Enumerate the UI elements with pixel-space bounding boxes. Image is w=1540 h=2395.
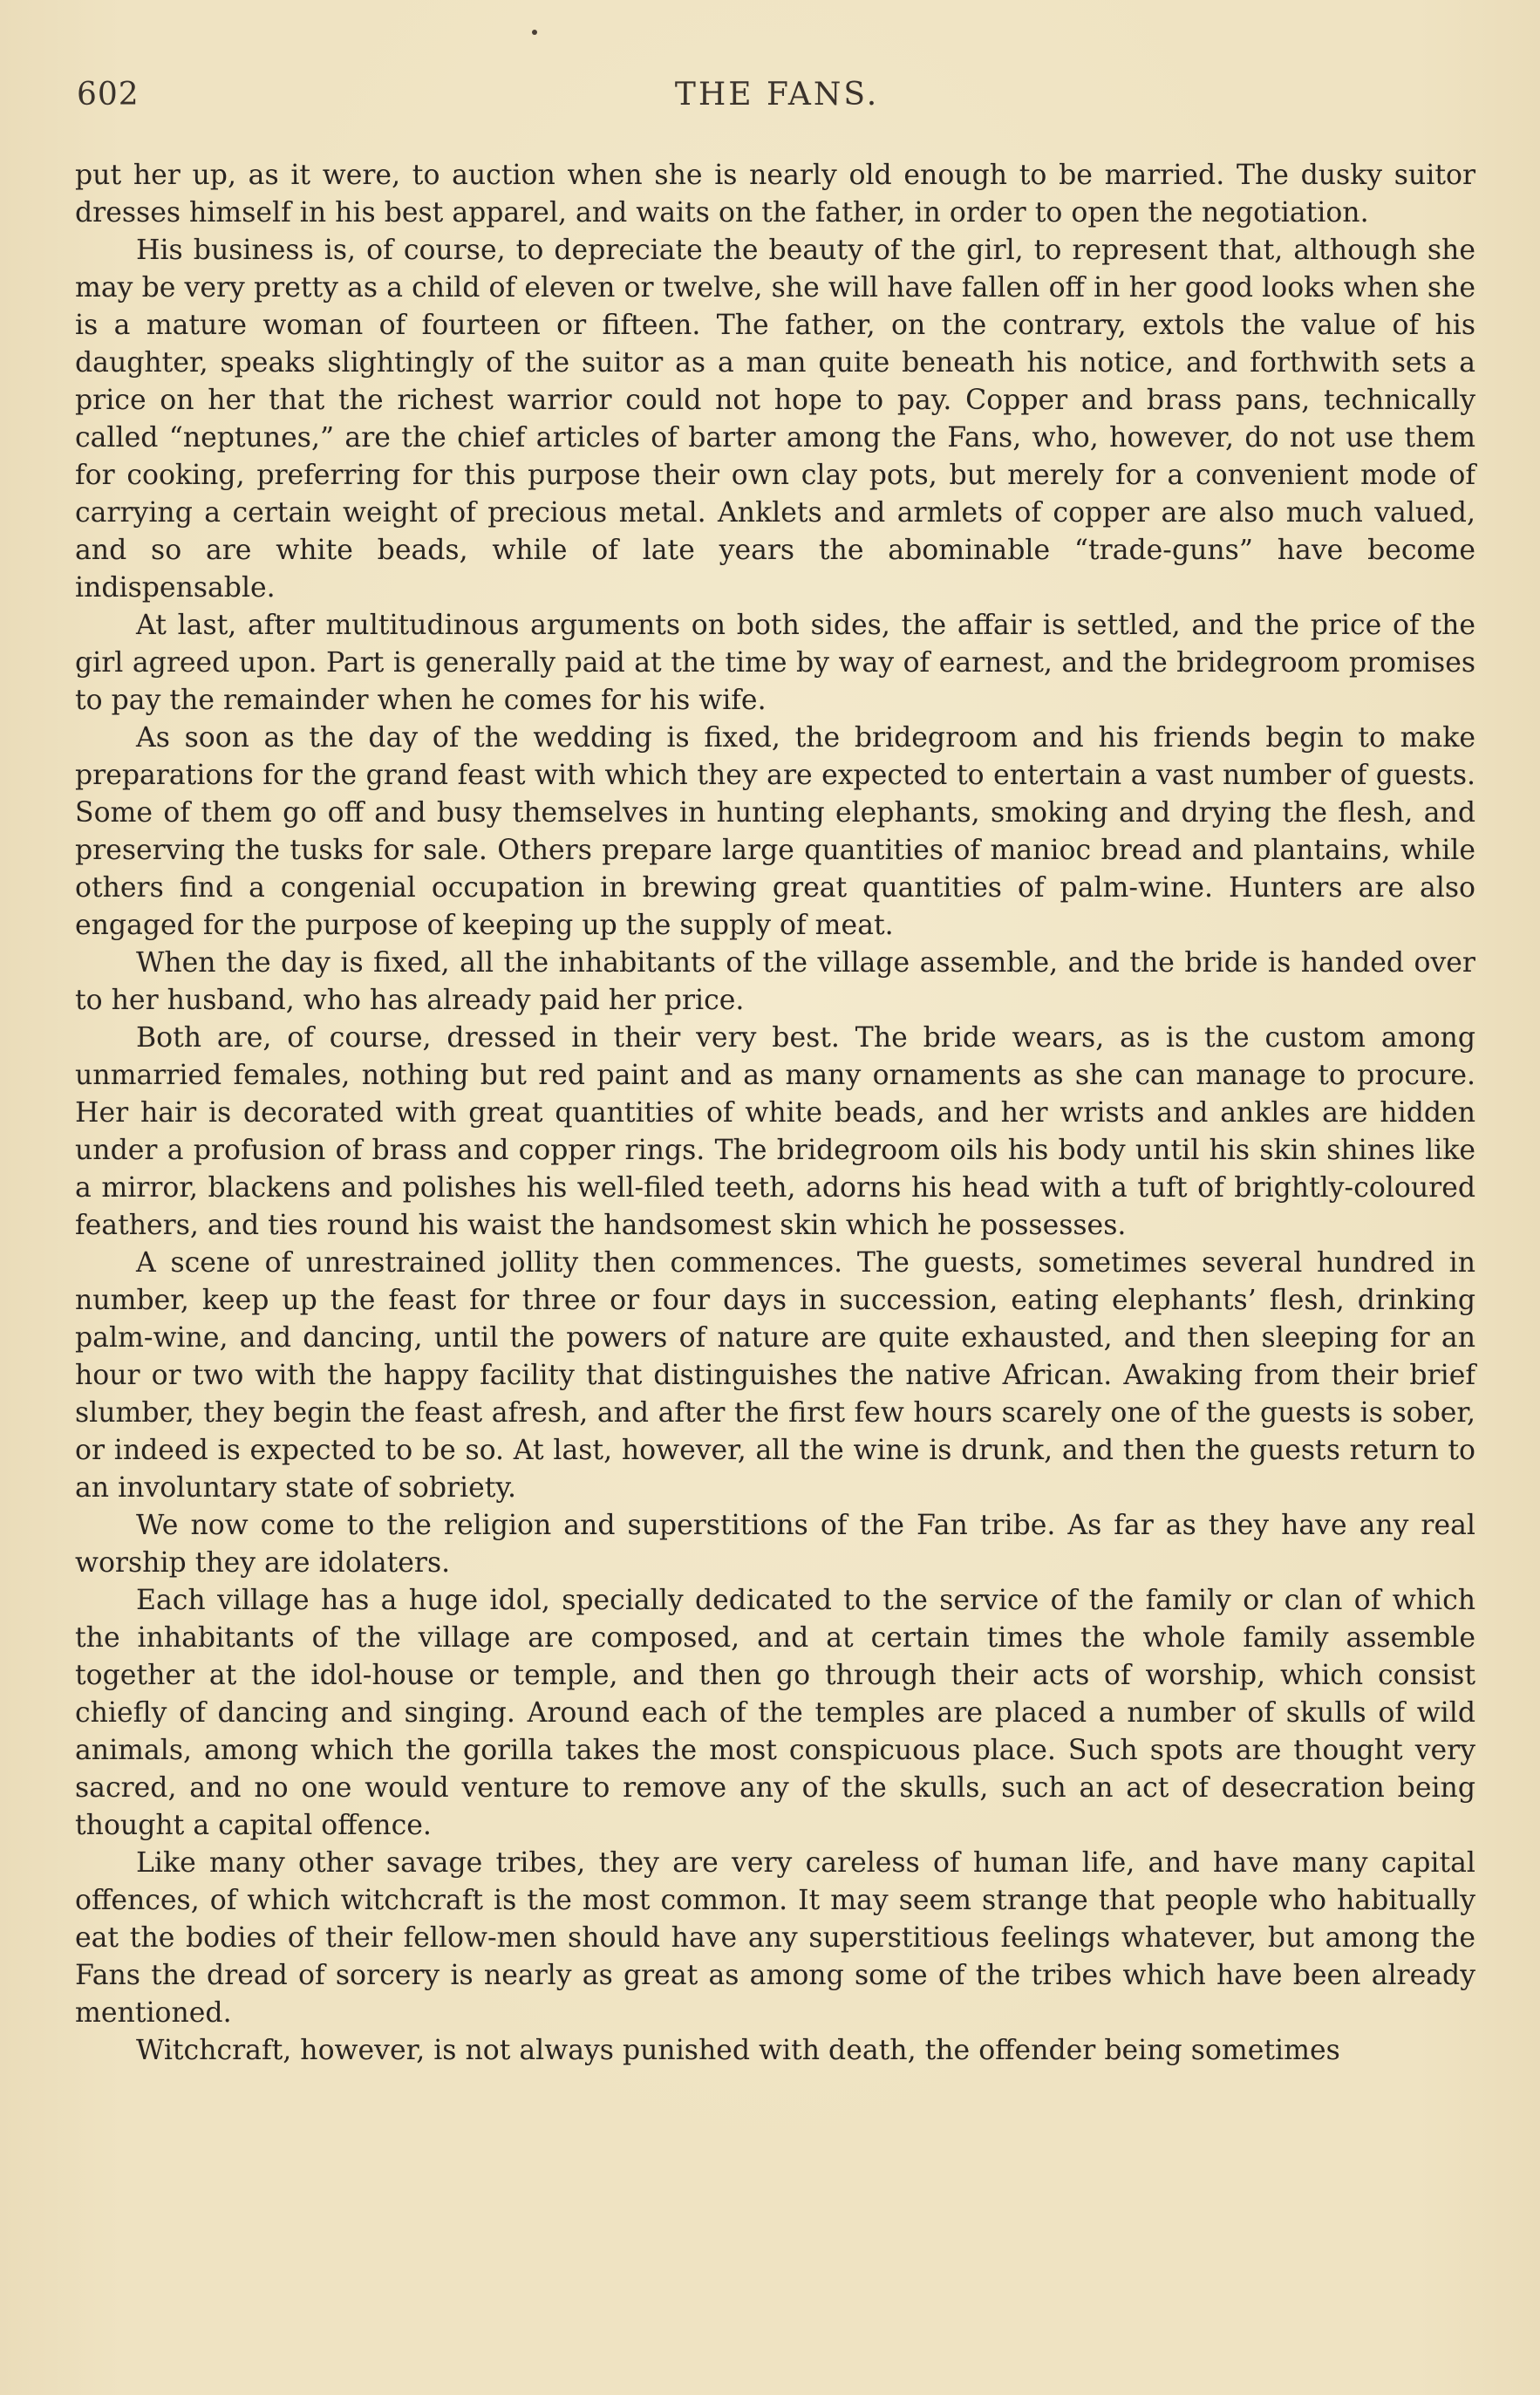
running-head: THE FANS.	[674, 77, 880, 113]
paragraph: As soon as the day of the wedding is fixed, the bridegroom and his friends begin to make preparations for the grand feast with which they are expected to entertain a vast number of guests. Some of them go off and busy themselves in hunting elephants, smoking and drying the flesh, and preserving the tusks for sale. Others prepare large quantities of manioc bread and plantains, while others find a congenial occupation in brewing great quantities of palm-wine. Hunters are also engaged for the purpose of keeping up the supply of meat.	[75, 722, 1475, 941]
body-text	[75, 157, 1475, 2070]
paragraph: Witchcraft, however, is not always punished with death, the offender being sometimes	[136, 2035, 1340, 2066]
printer-mark	[532, 30, 537, 35]
paragraph: Each village has a huge idol, specially dedicated to the service of the family or clan of which the inhabitants of the village are composed, and at certain times the whole family assemble together at the idol-house or temple, and then go through their acts of worship, which consist chiefly of dancing and singing. Around each of the temples are placed a number of skulls of wild animals, among which the gorilla takes the most conspicuous place. Such spots are thought very sacred, and no one would venture to remove any of the skulls, such an act of desecration being thought a capital offence.	[75, 1585, 1475, 1841]
paragraph: Both are, of course, dressed in their very best. The bride wears, as is the custom among unmarried females, nothing but red paint and as many ornaments as she can manage to procure. Her hair is decorated with great quantities of white beads, and her wrists and ankles are hidden under a profusion of brass and copper rings. The bridegroom oils his body until his skin shines like a mirror, blackens and polishes his well-filed teeth, adorns his head with a tuft of brightly-coloured feathers, and ties round his waist the handsomest skin which he possesses.	[75, 1022, 1475, 1241]
paragraph: At last, after multitudinous arguments on both sides, the affair is settled, and the price of the girl agreed upon. Part is generally paid at the time by way of earnest, and the bridegroom promises to pay the remainder when he comes for his wife.	[75, 610, 1475, 716]
paragraph: When the day is fixed, all the inhabitants of the village assemble, and the bride is handed over to her husband, who has already paid her price.	[75, 947, 1475, 1016]
paragraph: We now come to the religion and superstitions of the Fan tribe. As far as they have any real worship they are idolaters.	[75, 1510, 1475, 1579]
paragraph: Like many other savage tribes, they are very careless of human life, and have many capital offences, of which witchcraft is the most common. It may seem strange that people who habitually eat the bodies of their fellow-men should have any superstitious feelings whatever, but among the Fans the dread of sorcery is nearly as great as among some of the tribes which have been already mentioned.	[75, 1847, 1475, 2029]
page-number: 602	[77, 77, 140, 113]
paragraph: put her up, as it were, to auction when she is nearly old enough to be married. The dusky suitor dresses himself in his best apparel, and waits on the father, in order to open the negotiation.	[75, 160, 1475, 229]
paragraph: His business is, of course, to depreciate the beauty of the girl, to represent that, although she may be very pretty as a child of eleven or twelve, she will have fallen off in her good looks when she is a mature woman of fourteen or fifteen. The father, on the contrary, extols the value of his daughter, speaks slightingly of the suitor as a man quite beneath his notice, and forthwith sets a price on her that the richest warrior could not hope to pay. Copper and brass pans, technically called “neptunes,” are the chief articles of barter among the Fans, who, however, do not use them for cooking, preferring for this purpose their own clay pots, but merely for a convenient mode of carrying a certain weight of precious metal. Anklets and armlets of copper are also much valued, and so are white beads, while of late years the abominable “trade-guns” have become indispensable.	[75, 235, 1475, 604]
paragraph: A scene of unrestrained jollity then commences. The guests, sometimes several hundred in number, keep up the feast for three or four days in succession, eating elephants’ flesh, drinking palm-wine, and dancing, until the powers of nature are quite exhausted, and then sleeping for an hour or two with the happy facility that distinguishes the native African. Awaking from their brief slumber, they begin the feast afresh, and after the first few hours scarely one of the guests is sober, or indeed is expected to be so. At last, however, all the wine is drunk, and then the guests return to an involuntary state of sobriety.	[75, 1247, 1475, 1504]
page-header	[77, 77, 1477, 120]
